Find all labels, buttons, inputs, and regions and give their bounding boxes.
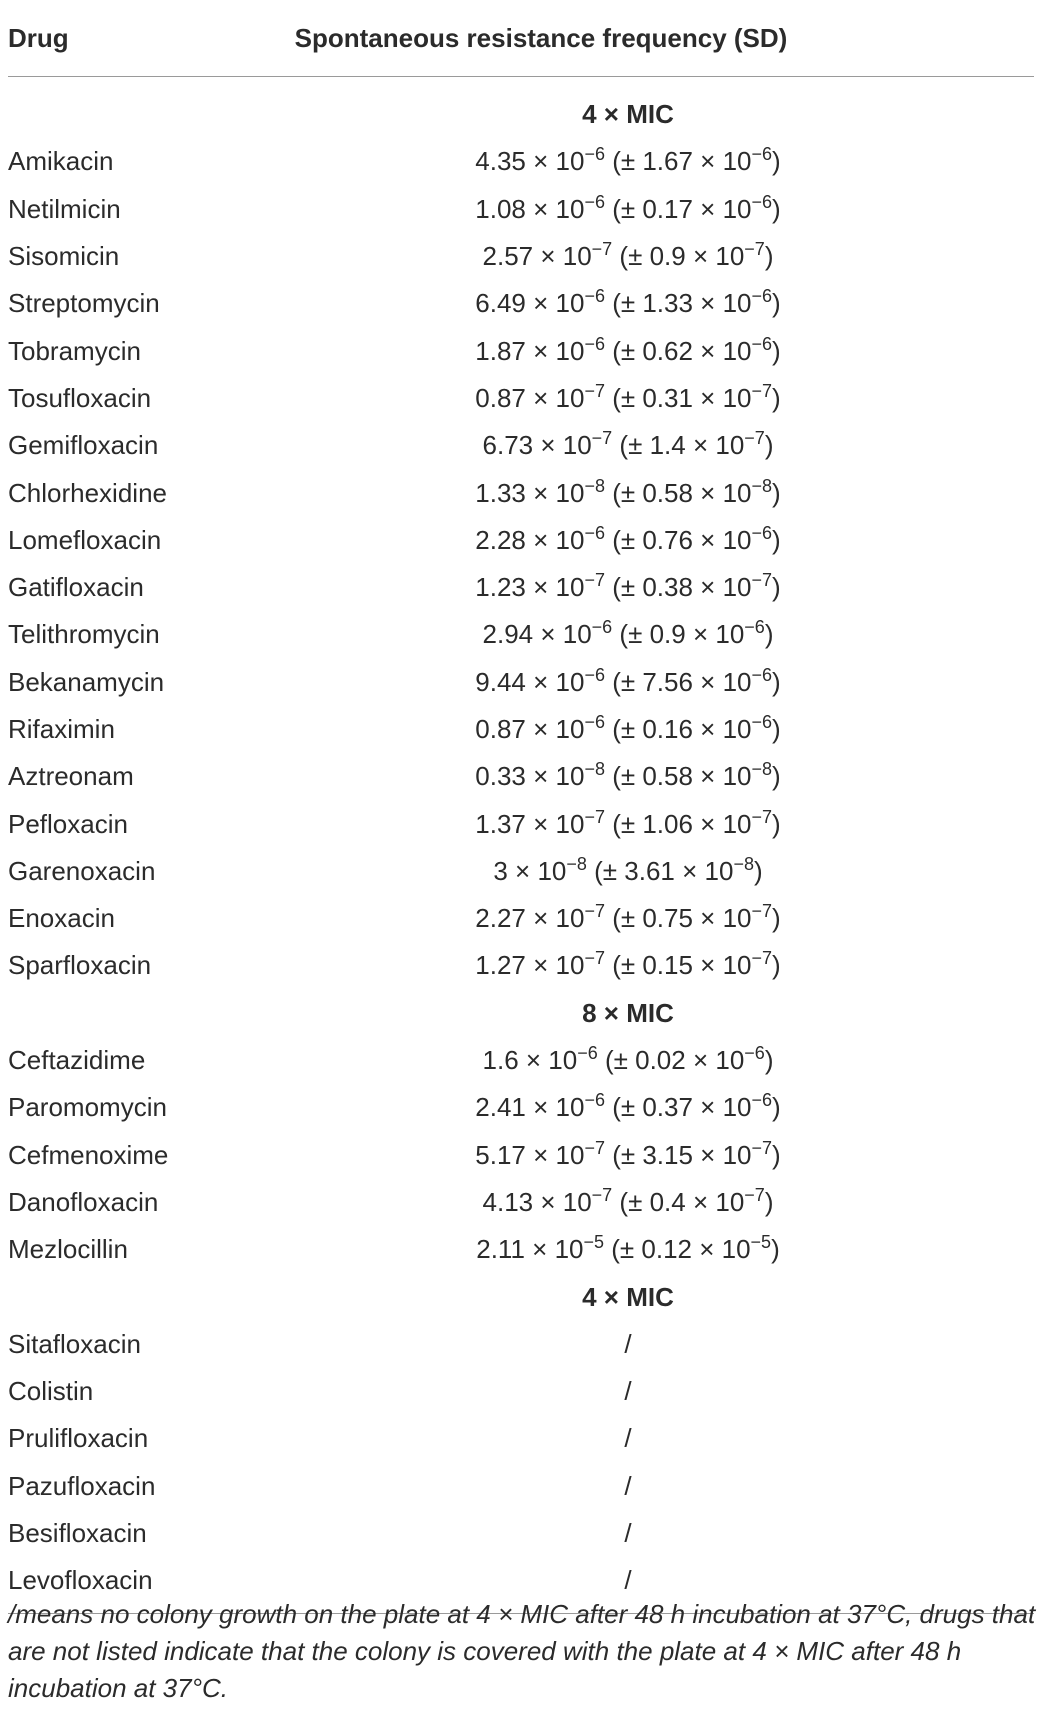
drug-name: Lomefloxacin — [8, 524, 162, 555]
drug-name: Streptomycin — [8, 288, 160, 319]
table-row — [8, 1132, 1034, 1179]
resistance-frequency: $1.37 \times 10^{-7}$ (± $1.06 \times 10^{-7}$) — [475, 806, 781, 839]
resistance-frequency: $1.27 \times 10^{-7}$ (± $0.15 \times 10^{-7}$) — [475, 948, 781, 981]
resistance-frequency: / — [624, 1565, 632, 1596]
table-row — [8, 895, 1034, 942]
drug-name: Aztreonam — [8, 761, 134, 792]
drug-name: Tosufloxacin — [8, 382, 152, 413]
drug-name: Telithromycin — [8, 619, 160, 650]
resistance-frequency: $6.73 \times 10^{-7}$ (± $1.4 \times 10^{-7}$) — [482, 428, 774, 461]
section-label: 8 × MIC — [582, 997, 674, 1028]
drug-name: Besifloxacin — [8, 1518, 147, 1549]
drug-name: Danofloxacin — [8, 1186, 159, 1217]
table-row — [8, 1084, 1034, 1131]
table-row — [8, 469, 1034, 516]
resistance-frequency: $2.27 \times 10^{-7}$ (± $0.75 \times 10^{-7}$) — [475, 901, 781, 934]
header-frequency: Spontaneous resistance frequency (SD) — [294, 22, 788, 53]
table-row — [8, 1226, 1034, 1273]
resistance-frequency: $1.6 \times 10^{-6}$ (± $0.02 \times 10^{-6}$) — [482, 1043, 774, 1076]
resistance-frequency: / — [624, 1518, 632, 1549]
resistance-frequency: / — [624, 1376, 632, 1407]
table-row — [8, 1463, 1034, 1510]
drug-name: Paromomycin — [8, 1092, 167, 1123]
resistance-frequency: $2.41 \times 10^{-6}$ (± $0.37 \times 10^{-6}$) — [475, 1090, 781, 1123]
resistance-frequency: $5.17 \times 10^{-7}$ (± $3.15 \times 10^{-7}$) — [475, 1137, 781, 1170]
section-label: 4 × MIC — [582, 1281, 674, 1312]
drug-name: Rifaximin — [8, 714, 115, 744]
table-row — [8, 233, 1034, 280]
resistance-frequency: $0.87 \times 10^{-6}$ (± $0.16 \times 10^{-6}$) — [475, 712, 781, 744]
table-row — [8, 1037, 1034, 1084]
table-row — [8, 942, 1034, 989]
resistance-frequency: $9.44 \times 10^{-6}$ (± $7.56 \times 10^{-6}$) — [475, 664, 781, 697]
resistance-frequency: $1.33 \times 10^{-8}$ (± $0.58 \times 10^{-8}$) — [475, 475, 781, 508]
drug-name: Sisomicin — [8, 241, 120, 272]
table-row — [8, 1510, 1034, 1557]
drug-name: Chlorhexidine — [8, 477, 167, 508]
table-row — [8, 375, 1034, 422]
table-header — [8, 0, 1034, 77]
drug-name: Gatifloxacin — [8, 572, 144, 603]
table-row — [8, 1321, 1034, 1368]
drug-name: Sitafloxacin — [8, 1328, 141, 1359]
resistance-frequency: $6.49 \times 10^{-6}$ (± $1.33 \times 10^{-6}$) — [475, 286, 781, 319]
drug-name: Bekanamycin — [8, 666, 165, 697]
drug-name: Gemifloxacin — [8, 430, 159, 461]
section-header-row — [8, 990, 1034, 1037]
drug-name: Pefloxacin — [8, 808, 128, 839]
drug-name: Tobramycin — [8, 335, 141, 366]
resistance-frequency: $2.94 \times 10^{-6}$ (± $0.9 \times 10^{-6}$) — [482, 617, 774, 650]
resistance-frequency: / — [624, 1423, 632, 1454]
resistance-frequency: $1.08 \times 10^{-6}$ (± $0.17 \times 10^{-6}$) — [475, 191, 781, 224]
resistance-frequency: $3 \times 10^{-8}$ (± $3.61 \times 10^{-8}$) — [493, 853, 763, 886]
table-body — [8, 91, 1034, 1605]
table-row — [8, 517, 1034, 564]
resistance-frequency: $1.23 \times 10^{-7}$ (± $0.38 \times 10^{-7}$) — [475, 570, 781, 603]
section-header-row — [8, 91, 1034, 138]
drug-name: Netilmicin — [8, 193, 121, 224]
drug-name: Cefmenoxime — [8, 1139, 169, 1170]
resistance-frequency: $4.35 \times 10^{-6}$ (± $1.67 \times 10^{-6}$) — [475, 144, 781, 177]
drug-name: Ceftazidime — [8, 1045, 146, 1076]
resistance-frequency: $1.87 \times 10^{-6}$ (± $0.62 \times 10^{-6}$) — [475, 333, 781, 366]
table-row — [8, 186, 1034, 233]
results-table — [8, 0, 1034, 1614]
table-row — [8, 422, 1034, 469]
table-row — [8, 327, 1034, 374]
drug-name: Pazufloxacin — [8, 1470, 156, 1501]
table-row — [8, 1179, 1034, 1226]
drug-name: Colistin — [8, 1376, 94, 1407]
table-row — [8, 848, 1034, 895]
table-row — [8, 753, 1034, 800]
section-header-row — [8, 1273, 1034, 1320]
section-label: 4 × MIC — [582, 99, 674, 130]
table-row — [8, 1415, 1034, 1462]
resistance-frequency: / — [624, 1328, 632, 1359]
table-row — [8, 280, 1034, 327]
drug-name: Enoxacin — [8, 903, 115, 934]
table-footnote: /means no colony growth on the plate at 4 × MIC after 48 h incubation at 37°C, drugs that are not listed indicate that the colony is covered with the plate at 4 × MIC after 48 h incubation at 37°C. — [8, 1599, 1036, 1703]
table-row — [8, 1368, 1034, 1415]
drug-name: Garenoxacin — [8, 855, 156, 886]
table-row — [8, 659, 1034, 706]
table-row — [8, 611, 1034, 658]
table-row — [8, 564, 1034, 611]
resistance-frequency: $2.11 \times 10^{-5}$ (± $0.12 \times 10^{-5}$) — [476, 1232, 780, 1265]
table-row — [8, 138, 1034, 185]
table-row — [8, 800, 1034, 847]
resistance-frequency: $0.87 \times 10^{-7}$ (± $0.31 \times 10^{-7}$) — [475, 380, 781, 413]
drug-name: Amikacin — [8, 146, 114, 177]
table-row — [8, 706, 1034, 753]
resistance-frequency: $2.28 \times 10^{-6}$ (± $0.76 \times 10^{-6}$) — [475, 522, 781, 555]
drug-name: Levofloxacin — [8, 1565, 153, 1596]
resistance-frequency: $2.57 \times 10^{-7}$ (± $0.9 \times 10^{-7}$) — [482, 239, 774, 272]
resistance-frequency: $0.33 \times 10^{-8}$ (± $0.58 \times 10^{-8}$) — [475, 759, 781, 792]
drug-name: Sparfloxacin — [8, 950, 152, 981]
resistance-frequency: $4.13 \times 10^{-7}$ (± $0.4 \times 10^{-7}$) — [482, 1184, 774, 1217]
resistance-frequency: / — [624, 1470, 632, 1501]
header-drug: Drug — [8, 22, 69, 53]
drug-name: Mezlocillin — [8, 1234, 128, 1265]
drug-name: Prulifloxacin — [8, 1423, 149, 1454]
